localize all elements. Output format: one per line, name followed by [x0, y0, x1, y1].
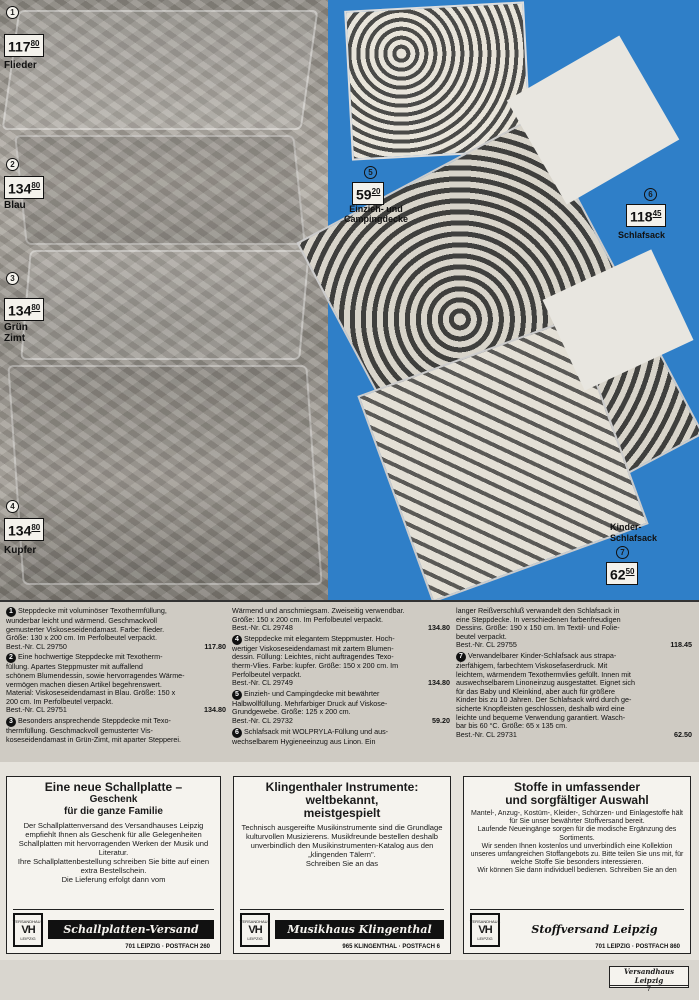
- desc-text: für das Baby und Kleinkind, aber auch für größere: [456, 686, 616, 696]
- logo-text: VERSANDHAUS: [12, 918, 44, 924]
- logo-mark: VH: [21, 923, 35, 936]
- brand-name: [48, 920, 214, 950]
- ad-title: Eine neue Schallplatte –: [44, 780, 183, 794]
- desc-text: vermögen machen diesen Artikel begehrenswert.: [6, 679, 162, 689]
- brand-address: 701 LEIPZIG · POSTFACH 860: [595, 944, 680, 950]
- desc-text: Einzieh- und Campingdecke mit bewährter: [244, 688, 380, 698]
- desc-text: leichte und bequeme Verwendung garantiert. Wasch-: [456, 712, 626, 722]
- description-item-6-cont: [456, 607, 692, 650]
- advertisements: [0, 762, 699, 960]
- ad-body: Technisch ausgereifte Musikinstrumente sind die Grundlage kulturvollen Musizierens. Musikfreunde bestellen deshalb unverbindlich den Musikinstrumenten-Katalog aus den „klingenden Tälern". Schreiben Sie an das: [241, 823, 443, 868]
- desc-text: gemusterter Viskoseseidendamast. Farbe: flieder.: [6, 624, 165, 634]
- order-number: Best.-Nr. CL 29749: [232, 678, 293, 688]
- price-tag-1: $117^{80}$: [4, 34, 44, 57]
- ad-footer: [240, 909, 444, 949]
- order-number: Best.-Nr. CL 29750: [6, 641, 67, 651]
- logo-mark: VH: [478, 923, 492, 936]
- item-label-6: Schlafsack: [618, 230, 666, 240]
- logo-text: VERSANDHAUS: [239, 918, 271, 924]
- desc-text: 200 cm. Im Perfolbeutel verpackt.: [6, 696, 114, 706]
- ad-footer: [470, 909, 684, 949]
- logo-text: LEIPZIG: [247, 935, 263, 941]
- desc-text: Steppdecke mit voluminöser Texothermfüllung,: [18, 606, 167, 615]
- page-number: 7: [647, 986, 651, 993]
- ad-body: Der Schallplattenversand des Versandhauses Leipzig empfiehlt Ihnen als Geschenk für alle Gelegenheiten Schallplatten mit hervorragenden Werken der Musik und Literatur. Ihre Schallplattenbestellung schreiben Sie bitte auf einen extra Bestellschein. Die Lieferung erfolgt dann vom: [17, 821, 210, 884]
- order-number: Best.-Nr. CL 29751: [6, 705, 67, 715]
- brand-name: [505, 920, 684, 950]
- desc-number-6: 6: [232, 728, 242, 738]
- desc-text: thermfüllung. Geschmackvoll gemusterter Vis-: [6, 725, 153, 735]
- ad-title: Klingenthaler Instrumente:: [265, 780, 419, 794]
- description-item-7: [456, 652, 692, 739]
- description-column-2: [232, 607, 450, 748]
- ad-stoffversand: [463, 776, 691, 954]
- ad-musikhaus: [233, 776, 451, 954]
- desc-text: beutel verpackt.: [456, 631, 507, 641]
- item-label-5: Einzieh- und Campingdecke: [344, 204, 409, 224]
- desc-text: wechselbarem Hygieneeinzug aus Linon. Ein: [232, 736, 376, 746]
- description-item-5: [232, 690, 450, 726]
- color-label-4: Kupfer: [4, 545, 37, 556]
- item-number-3: 3: [6, 272, 19, 285]
- price: 117.80: [204, 641, 226, 651]
- description-column-3: [456, 607, 692, 741]
- description-column-1: [6, 607, 226, 746]
- sleeping-bags-photo: [328, 0, 699, 600]
- page-footer: [609, 966, 689, 993]
- desc-text: Schlafsack mit WOLPRYLA-Füllung und aus-: [244, 726, 389, 736]
- desc-number-5: 5: [232, 690, 242, 700]
- price-tag-6: $118^{45}$: [626, 204, 666, 227]
- description-item-3: [6, 717, 226, 744]
- quilts-photo: [0, 0, 328, 600]
- logo-text: VERSANDHAUS: [469, 918, 501, 924]
- price-tag-2: $134^{80}$: [4, 176, 44, 199]
- quilt-4-image: [7, 365, 322, 585]
- vh-logo-icon: [470, 913, 500, 947]
- color-label-3: Grün Zimt: [4, 322, 28, 344]
- ad-subtitle: Geschenk für die ganze Familie: [64, 794, 163, 817]
- desc-text: Steppdecke mit elegantem Steppmuster. Hoch-: [244, 633, 395, 643]
- brand-label: Schallplatten-Versand: [63, 923, 199, 936]
- ad-schallplatten: [6, 776, 221, 954]
- description-item-6: [232, 728, 450, 747]
- logo-mark: VH: [248, 923, 262, 936]
- price: 62.50: [674, 729, 692, 739]
- description-item-1: [6, 607, 226, 651]
- desc-text: bar bis 60 °C. Größe: 65 x 135 cm.: [456, 721, 568, 731]
- order-number: Best.-Nr. CL 29731: [456, 729, 517, 739]
- price: 134.80: [428, 623, 450, 633]
- ad-subtitle: weltbekannt, meistgespielt: [303, 793, 381, 820]
- order-number: Best.-Nr. CL 29732: [232, 715, 293, 725]
- color-label-1: Flieder: [4, 60, 37, 71]
- order-number: Best.-Nr. CL 29755: [456, 640, 517, 650]
- desc-text: wunderbar leicht und wärmend. Geschmackvoll: [6, 616, 158, 625]
- desc-text: Besonders ansprechende Steppdecke mit Texo-: [18, 715, 171, 725]
- desc-number-2: 2: [6, 653, 16, 663]
- desc-text: schönem Blumendessin, sowie hervorragendes Wärme-: [6, 670, 185, 680]
- item-number-5: 5: [364, 166, 377, 179]
- desc-text: Kinder bis zu 10 Jahren. Der Schlafsack wird durch ge-: [456, 695, 632, 705]
- price: 134.80: [204, 705, 226, 715]
- logo-text: LEIPZIG: [20, 935, 36, 941]
- desc-text: Perfolbeutel verpackt.: [232, 669, 302, 679]
- vh-logo-icon: [13, 913, 43, 947]
- desc-text: Wärmend und anschmiegsam. Zweiseitig verwendbar.: [232, 606, 405, 615]
- brand-label: Musikhaus Klingenthal: [287, 923, 432, 936]
- item-number-2: 2: [6, 158, 19, 171]
- item-number-1: 1: [6, 6, 19, 19]
- item-number-4: 4: [6, 500, 19, 513]
- logo-text: LEIPZIG: [477, 935, 493, 941]
- price: 134.80: [428, 678, 450, 688]
- desc-number-7: 7: [456, 652, 466, 662]
- description-item-3-cont: [232, 607, 450, 633]
- desc-text: therm-Vlies. Farbe: kupfer. Größe: 150 x 200 cm. Im: [232, 660, 399, 670]
- quilt-1-image: [2, 10, 319, 130]
- desc-text: dessin. Füllung: Leichtes, nicht auftragendes Texo-: [232, 652, 394, 662]
- price-tag-7: $62^{50}$: [606, 562, 638, 585]
- desc-text: wertiger Viskoseseidendamast mit zartem Blumen-: [232, 643, 394, 653]
- brand-address: 965 KLINGENTHAL · POSTFACH 6: [342, 944, 440, 950]
- quilt-3-image: [20, 250, 310, 360]
- description-item-4: [232, 635, 450, 688]
- price: 59.20: [432, 715, 450, 725]
- footer-brand: Versandhaus Leipzig: [610, 967, 688, 986]
- price-tag-5: $59^{20}$: [352, 182, 384, 205]
- desc-text: koseseidendamast in Grün-Zimt, mit aparter Stepperei.: [6, 734, 181, 744]
- order-number: Best.-Nr. CL 29748: [232, 623, 293, 633]
- desc-text: Größe: 150 x 200 cm. Im Perfolbeutel verpackt.: [232, 614, 384, 624]
- desc-text: Material: Viskoseseidendamast in Blau. Größe: 150 x: [6, 688, 176, 698]
- desc-text: langer Reißverschluß verwandelt den Schlafsack in: [456, 606, 620, 615]
- desc-number-4: 4: [232, 635, 242, 645]
- desc-text: Größe: 130 x 200 cm. Im Perfolbeutel verpackt.: [6, 633, 158, 643]
- desc-text: leichtem, wärmendem Texothermvlies gefüllt. Innen mit: [456, 669, 631, 679]
- product-descriptions: [0, 600, 699, 762]
- description-item-2: [6, 653, 226, 715]
- desc-text: auswechselbarem Linoneinzug ausgestattet. Eignet sich: [456, 678, 635, 688]
- desc-text: zierfähigem, farbechtem Viskosefaserdruck. Mit: [456, 660, 608, 670]
- desc-number-3: 3: [6, 717, 16, 727]
- desc-text: sicherte Knopfleisten geschlossen, deshalb wird eine: [456, 703, 625, 713]
- brand-label: Stoffversand Leipzig: [531, 923, 658, 936]
- ad-title: Stoffe in umfassender: [513, 780, 641, 794]
- ad-footer: [13, 909, 214, 949]
- price-tag-4: $134^{80}$: [4, 518, 44, 541]
- desc-text: füllung. Apartes Steppmuster mit auffallend: [6, 662, 143, 672]
- item-number-6: 6: [644, 188, 657, 201]
- desc-number-1: 1: [6, 607, 16, 617]
- ad-body: Mantel-, Anzug-, Kostüm-, Kleider-, Schürzen- und Einlagestoffe hält für Sie unser bewährter Stoffversand bereit. Laufende Neueingänge sorgen für die modische Ergänzung des Sortiments. Wir senden Ihnen kostenlos und unverbindlich eine Kollektion unseres umfangreichen Stoffangebots zu. Bitte teilen Sie uns mit, für welche Stoffe Sie besonders interessieren. Wir können Sie dann individuell bedienen. Schreiben Sie an den: [470, 810, 684, 875]
- brand-name: [275, 920, 444, 950]
- price: 118.45: [670, 640, 692, 650]
- desc-text: Dessins. Größe: 190 x 150 cm. Im Textil- und Folie-: [456, 623, 620, 633]
- brand-address: 701 LEIPZIG · POSTFACH 260: [125, 944, 210, 950]
- price-tag-3: $134^{80}$: [4, 298, 44, 321]
- vh-logo-icon: [240, 913, 270, 947]
- item-number-7: 7: [616, 546, 629, 559]
- desc-text: eine Steppdecke. In verschiedenen farbenfreudigen: [456, 614, 621, 624]
- desc-text: Verwandelbarer Kinder-Schlafsack aus strapa-: [468, 650, 617, 660]
- color-label-2: Blau: [4, 200, 26, 211]
- desc-text: Grundgewebe. Größe: 125 x 200 cm.: [232, 707, 351, 717]
- desc-text: Eine hochwertige Steppdecke mit Texotherm-: [18, 652, 163, 662]
- ad-subtitle: und sorgfältiger Auswahl: [505, 793, 649, 807]
- item-label-7: Kinder- Schlafsack: [610, 522, 658, 543]
- desc-text: Halbwollfüllung. Mehrfarbiger Druck auf Viskose-: [232, 698, 388, 708]
- quilt-2-image: [14, 135, 306, 245]
